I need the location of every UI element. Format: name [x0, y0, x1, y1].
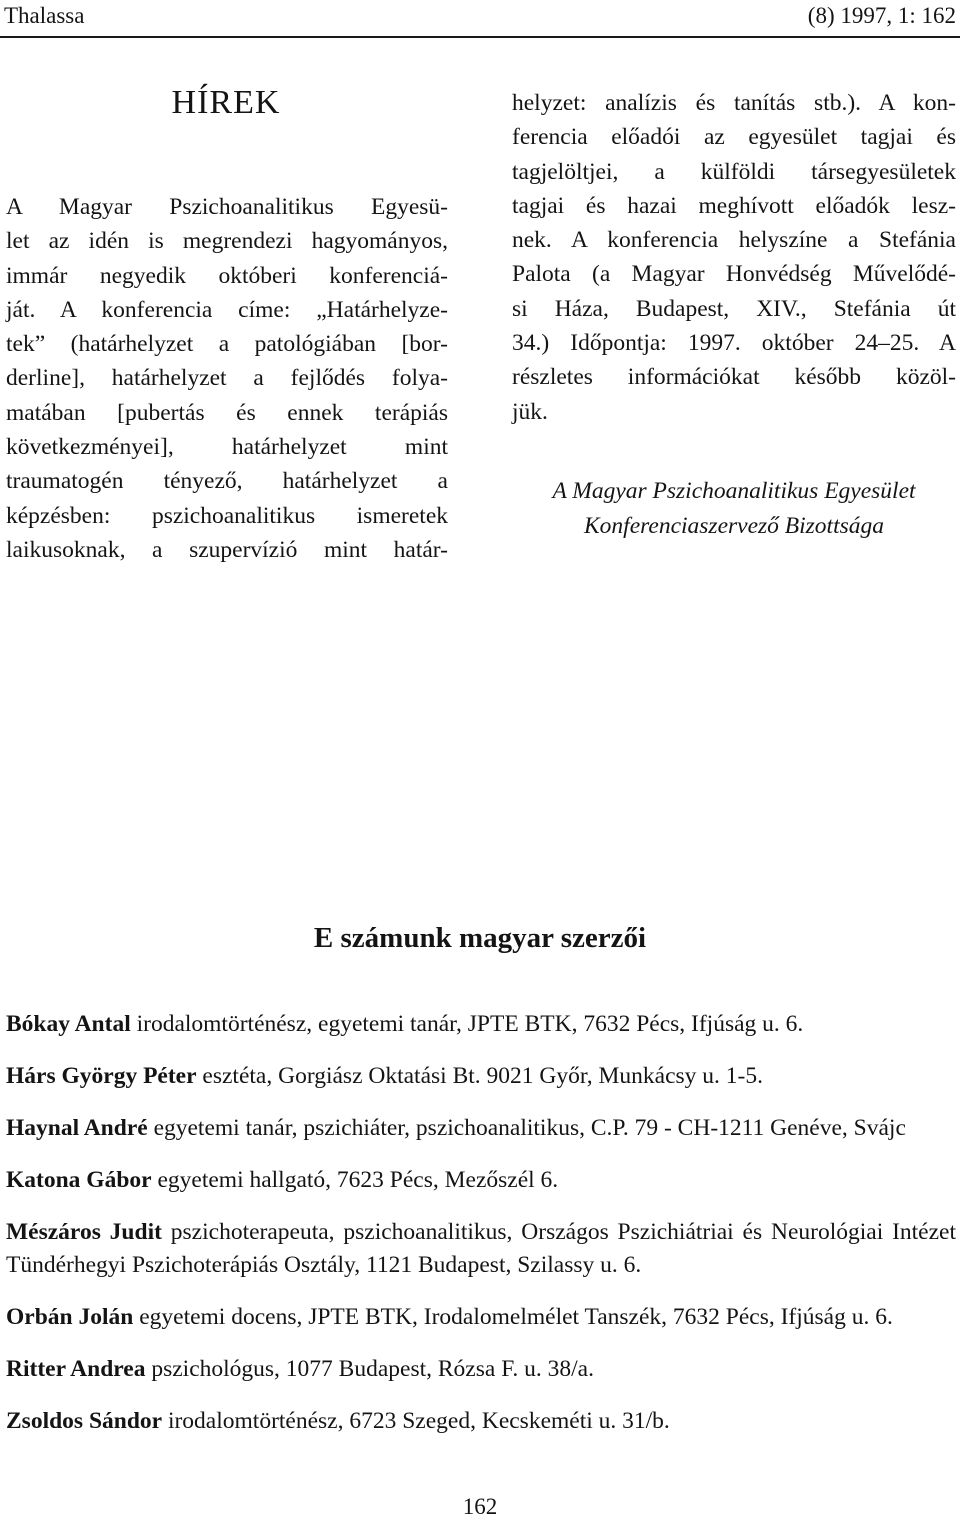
author-details: pszichológus, 1077 Budapest, Rózsa F. u. 38/a. — [145, 1356, 594, 1382]
news-line: Palota (a Magyar Honvédség Művelődé- — [512, 261, 956, 288]
news-line: let az idén is megrendezi hagyományos, — [6, 228, 448, 255]
news-column-right — [512, 86, 956, 429]
header-rule — [0, 36, 960, 38]
author-entry — [6, 1301, 956, 1334]
author-name: Mészáros Judit — [6, 1219, 162, 1245]
news-title: HÍREK — [171, 84, 281, 121]
author-entry — [6, 1008, 956, 1041]
news-line: jük. — [512, 398, 548, 425]
news-line: tagjai és hazai meghívott előadók lesz- — [512, 192, 956, 219]
author-entry — [6, 1405, 956, 1438]
news-line: ferencia előadói az egyesület tagjai és — [512, 124, 956, 151]
author-details: egyetemi hallgató, 7623 Pécs, Mezőszél 6. — [151, 1167, 559, 1193]
author-name: Ritter Andrea — [6, 1356, 146, 1382]
authors-list — [6, 1008, 956, 1457]
author-details: irodalomtörténész, 6723 Szeged, Kecskeméti u. 31/b. — [162, 1408, 670, 1434]
author-name: Zsoldos Sándor — [6, 1408, 163, 1434]
author-details: egyetemi docens, JPTE BTK, Irodalomelmélet Tanszék, 7632 Pécs, Ifjúság u. 6. — [133, 1304, 893, 1330]
signature-organization: A Magyar Pszichoanalitikus Egyesület — [552, 478, 916, 504]
news-line: részletes információkat később közöl- — [512, 364, 956, 391]
news-line: laikusoknak, a szupervízió mint határ- — [6, 536, 448, 563]
news-line: A Magyar Pszichoanalitikus Egyesü- — [6, 194, 448, 220]
author-entry — [6, 1060, 956, 1093]
author-details: esztéta, Gorgiász Oktatási Bt. 9021 Győr, Munkácsy u. 1-5. — [196, 1063, 763, 1089]
news-line: matában [pubertás és ennek terápiás — [6, 399, 448, 426]
author-name: Haynal André — [6, 1115, 148, 1141]
news-signature — [512, 474, 956, 544]
news-line: tek” (határhelyzet a patológiában [bor- — [6, 331, 448, 358]
page-number: 162 — [462, 1494, 498, 1519]
news-column-left — [6, 190, 448, 567]
author-details: egyetemi tanár, pszichiáter, pszichoanalitikus, C.P. 79 - CH-1211 Genéve, Svájc — [147, 1115, 906, 1141]
news-line: derline], határhelyzet a fejlődés folya- — [6, 365, 448, 392]
author-entry — [6, 1216, 956, 1282]
author-entry — [6, 1164, 956, 1197]
author-entry — [6, 1112, 956, 1145]
author-name: Bókay Antal — [6, 1011, 131, 1037]
running-head — [0, 0, 960, 32]
author-name: Orbán Jolán — [6, 1304, 134, 1330]
news-line: nek. A konferencia helyszíne a Stefánia — [512, 227, 956, 254]
news-line: 34.) Időpontja: 1997. október 24–25. A — [512, 330, 956, 357]
news-line: si Háza, Budapest, XIV., Stefánia út — [512, 295, 956, 322]
news-line: következményei], határhelyzet mint — [6, 434, 448, 461]
news-line: helyzet: analízis és tanítás stb.). A kon- — [512, 90, 956, 116]
author-name: Hárs György Péter — [6, 1063, 197, 1089]
news-line: immár negyedik októberi konferenciá- — [6, 262, 448, 289]
news-line: ját. A konferencia címe: „Határhelyze- — [6, 296, 448, 323]
authors-heading: E számunk magyar szerzői — [313, 922, 647, 954]
author-name: Katona Gábor — [6, 1167, 152, 1193]
news-line: tagjelöltjei, a külföldi társegyesületek — [512, 158, 956, 185]
issue-info: (8) 1997, 1: 162 — [807, 3, 956, 28]
author-entry — [6, 1353, 956, 1386]
signature-committee: Konferenciaszervező Bizottsága — [583, 513, 885, 539]
journal-title: Thalassa — [4, 3, 85, 28]
news-line: képzésben: pszichoanalitikus ismeretek — [6, 502, 448, 529]
author-details: pszichoterapeuta, pszichoanalitikus, Országos Pszichiátriai és Neurológiai Intézet Tündérhegyi Pszichoterápiás Osztály, 1121 Budapest, Szilassy u. 6. — [6, 1219, 956, 1278]
news-line: traumatogén tényező, határhelyzet a — [6, 468, 448, 495]
author-details: irodalomtörténész, egyetemi tanár, JPTE BTK, 7632 Pécs, Ifjúság u. 6. — [130, 1011, 804, 1037]
